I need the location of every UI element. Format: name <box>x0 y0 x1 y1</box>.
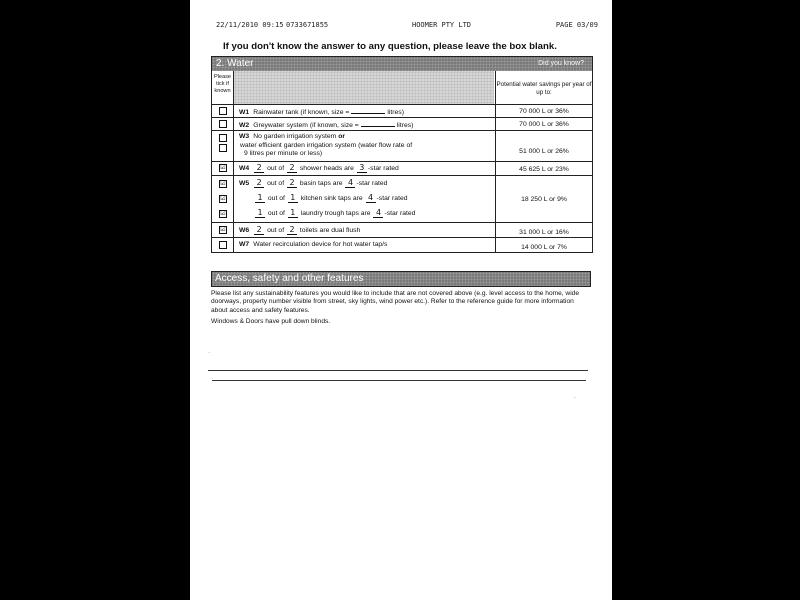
saving-w5: 18 250 L or 9% <box>521 196 567 203</box>
water-section-title: 2. Water <box>216 58 254 69</box>
checkbox-w7[interactable] <box>219 241 227 249</box>
item-w6: W6 2 out of 2 toilets are dual flush <box>239 225 361 234</box>
table-row-w5 <box>212 176 592 223</box>
item-w7: W7 Water recirculation device for hot water tap/s <box>239 241 388 248</box>
water-section-header <box>212 57 592 71</box>
fax-page-number: PAGE 03/09 <box>555 21 598 29</box>
checkbox-w2[interactable] <box>219 120 227 128</box>
checkbox-w3-no-irrigation[interactable] <box>219 134 227 142</box>
checkbox-w5-basin[interactable]: ☑ <box>220 181 226 187</box>
shaded-header-cell <box>234 71 494 104</box>
access-instructions: Please list any sustainability features you would like to include that are not covered above (e.g. level access to the home, wide doorways, property number visible from street, sky lights, wind power etc.). Refer to the reference guide for more information about access and safety features. <box>211 290 579 314</box>
table-row-w7 <box>212 238 592 252</box>
saving-w6: 31 000 L or 16% <box>519 229 569 236</box>
scan-speck: · <box>574 395 576 401</box>
item-w4: W4 2 out of 2 shower heads are 3 -star rated <box>239 163 399 172</box>
access-answer[interactable]: Windows & Doors have pull down blinds. <box>211 318 331 325</box>
fax-phone: 0733671855 <box>286 21 329 29</box>
fax-datetime: 22/11/2010 09:15 <box>216 21 284 29</box>
water-section <box>211 56 593 253</box>
table-row-w1 <box>212 105 592 118</box>
access-section-title: Access, safety and other features <box>215 273 364 284</box>
saving-w7: 14 000 L or 7% <box>521 244 567 251</box>
scan-speck: · <box>208 350 210 356</box>
checkbox-w5-kitchen[interactable]: ☑ <box>220 196 226 202</box>
access-section-header <box>211 271 591 287</box>
answer-line <box>212 380 586 381</box>
fax-company: HOOMER PTY LTD <box>412 21 472 29</box>
saving-w3: 51 000 L or 26% <box>519 148 569 155</box>
greywater-size-field[interactable] <box>361 120 395 127</box>
instruction: If you don't know the answer to any question, please leave the box blank. <box>223 41 557 52</box>
item-w3: W3 No garden irrigation system or water efficient garden irrigation system (water flow rate of 9 litres per minute or less) <box>239 133 413 157</box>
did-you-know-label: Did you know? <box>538 60 584 67</box>
checkbox-w4[interactable]: ☑ <box>220 165 226 171</box>
water-table <box>212 71 592 252</box>
table-row-w2 <box>212 118 592 131</box>
tank-size-field[interactable] <box>351 107 385 114</box>
checkbox-w5-laundry[interactable]: ☑ <box>220 211 226 217</box>
checkbox-w3-efficient-irrigation[interactable] <box>219 144 227 152</box>
answer-line <box>208 370 588 371</box>
table-row-w4 <box>212 162 592 176</box>
fax-page <box>190 0 612 600</box>
item-w5-laundry: 1 out of 1 laundry trough taps are 4 -star rated <box>254 208 415 218</box>
item-w1: W1 Rainwater tank (if known, size = litres) <box>239 109 404 116</box>
item-w5-basin: W5 2 out of 2 basin taps are 4 -star rated <box>239 178 388 187</box>
checkbox-w1[interactable] <box>219 107 227 115</box>
savings-column-header: Potential water savings per year of up to: <box>495 71 592 114</box>
checkbox-w6[interactable]: ☑ <box>220 227 226 233</box>
saving-w2: 70 000 L or 36% <box>519 121 569 128</box>
fax-header <box>216 21 598 33</box>
saving-w1: 70 000 L or 36% <box>519 108 569 115</box>
saving-w4: 45 625 L or 23% <box>519 166 569 173</box>
tick-column-header: Please tick if known <box>212 71 234 107</box>
item-w2: W2 Greywater system (if known, size = litres) <box>239 122 414 129</box>
water-table-header <box>212 71 592 105</box>
item-w5-kitchen: 1 out of 1 kitchen sink taps are 4 -star rated <box>254 193 408 203</box>
table-row-w3 <box>212 131 592 162</box>
table-row-w6 <box>212 223 592 238</box>
access-section <box>211 271 591 287</box>
